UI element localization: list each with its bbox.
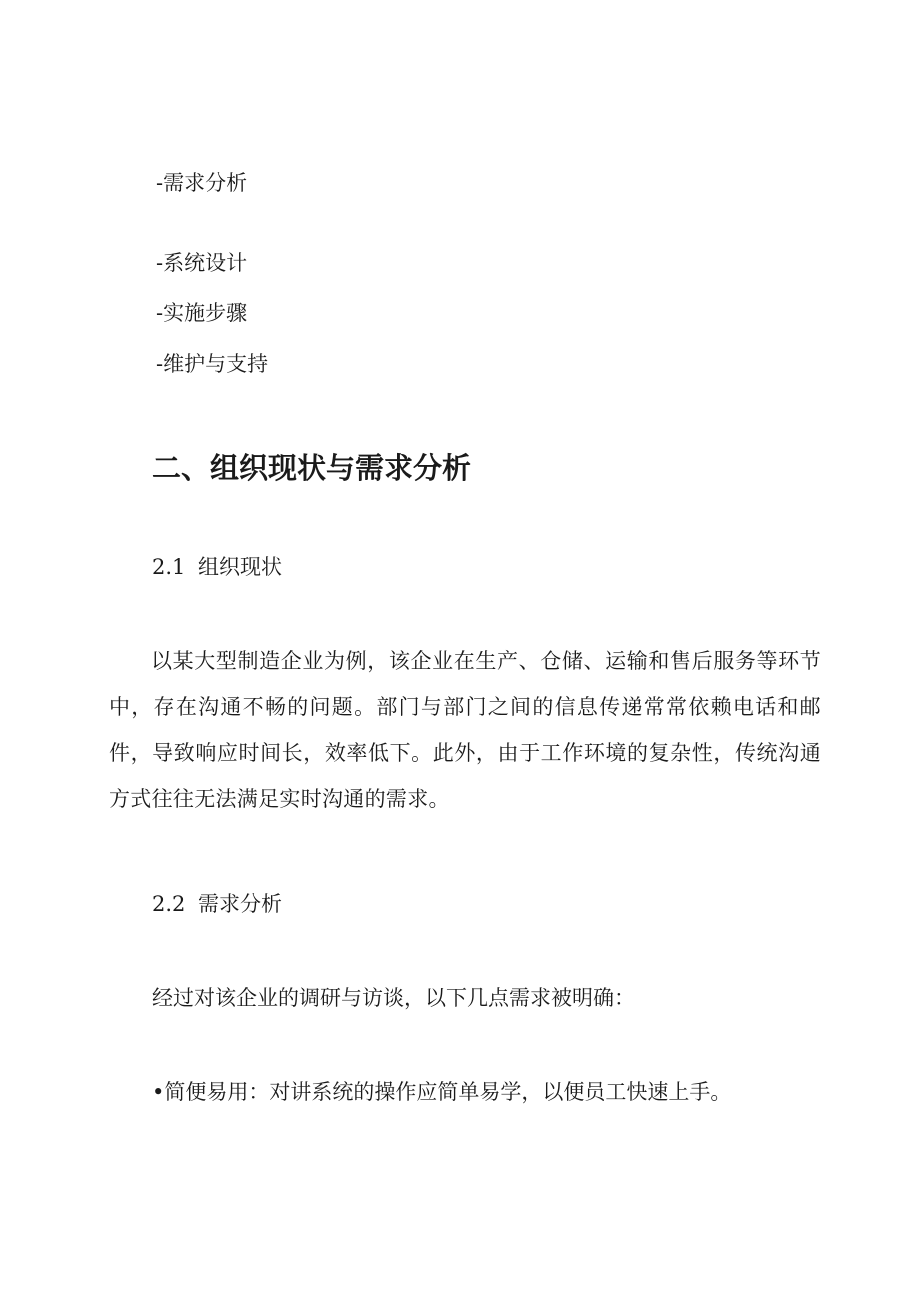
subsection-title: 组织现状 xyxy=(198,555,282,579)
subsection-heading-2-2 xyxy=(152,889,282,919)
section-heading: 二、组织现状与需求分析 xyxy=(152,451,472,485)
subsection-heading-2-1 xyxy=(152,552,282,582)
subsection-title: 需求分析 xyxy=(198,892,282,916)
toc-item-requirements: -需求分析 xyxy=(156,171,248,195)
requirement-bullet: •简便易用：对讲系统的操作应简单易学，以便员工快速上手。 xyxy=(152,1080,732,1104)
organization-status-paragraph: 以某大型制造企业为例，该企业在生产、仓储、运输和售后服务等环节中，存在沟通不畅的问题。部门与部门之间的信息传递常常依赖电话和邮件，导致响应时间长，效率低下。此外，由于工作环境的复杂性，传统沟通方式往往无法满足实时沟通的需求。 xyxy=(109,649,821,811)
requirements-intro: 经过对该企业的调研与访谈，以下几点需求被明确： xyxy=(152,986,635,1010)
subsection-number: 2.1 xyxy=(152,555,186,579)
toc-item-implementation: -实施步骤 xyxy=(156,301,248,325)
toc-item-system-design: -系统设计 xyxy=(156,251,248,275)
subsection-number: 2.2 xyxy=(152,892,186,916)
toc-item-maintenance: -维护与支持 xyxy=(156,352,269,376)
